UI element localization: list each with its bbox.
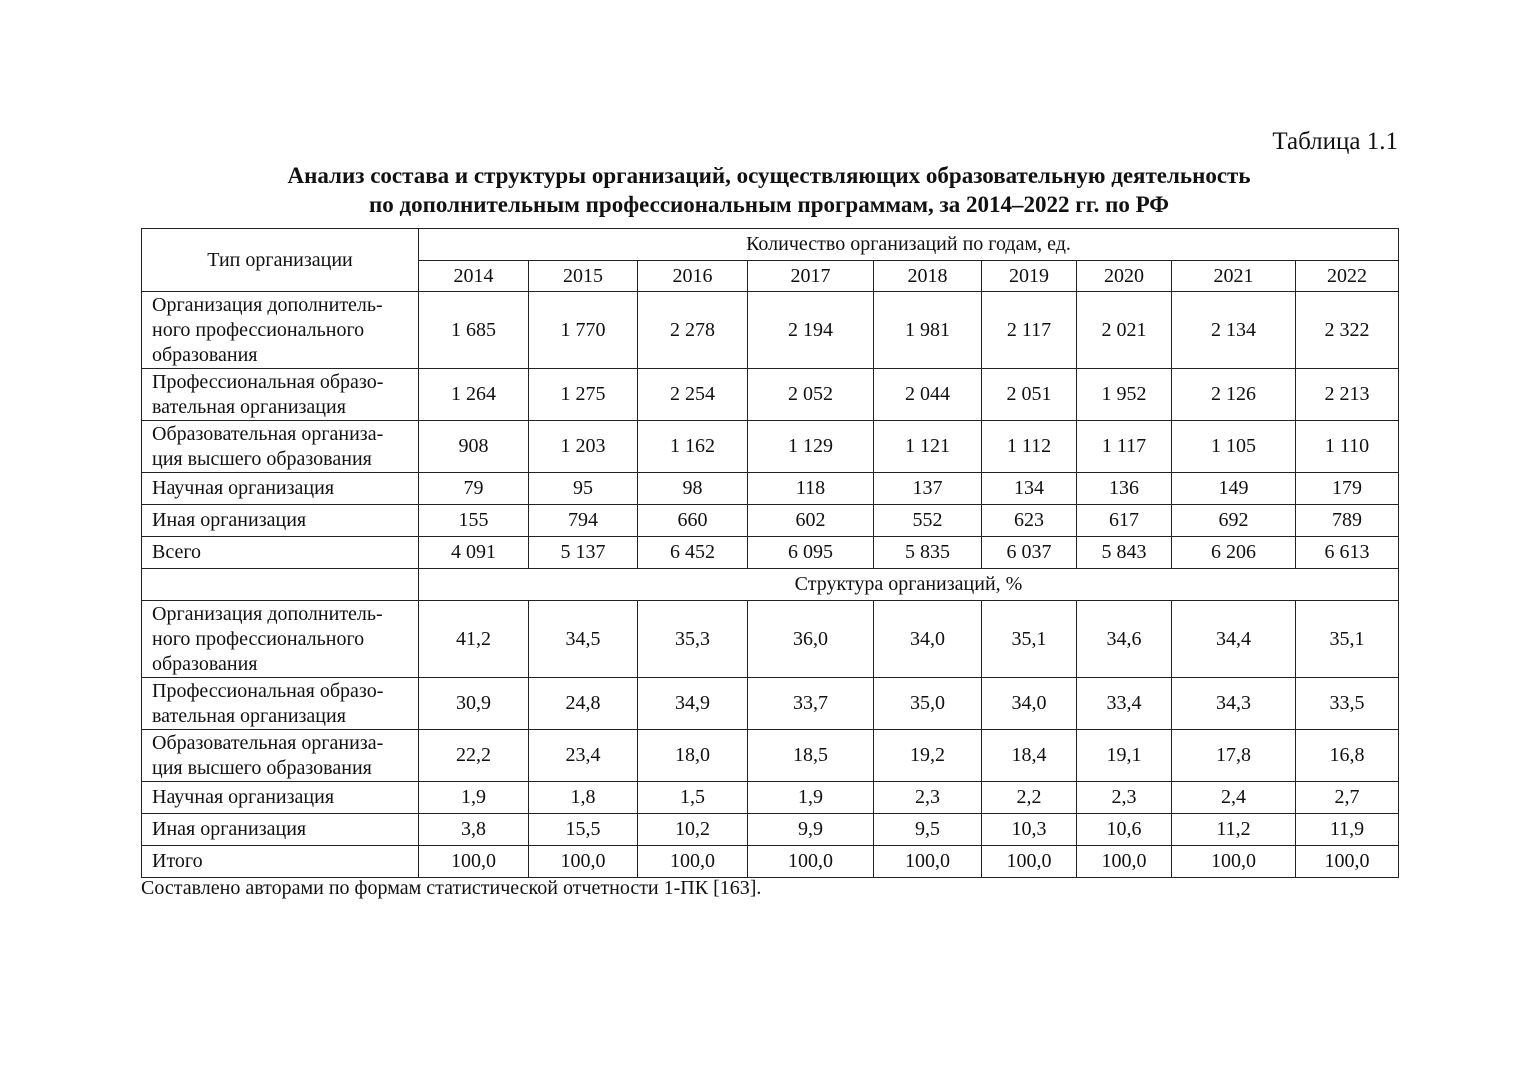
row-label [142, 601, 419, 678]
count-value-cell: 1 162 [638, 421, 748, 473]
row-label [142, 473, 419, 505]
count-value-cell: 2 254 [638, 369, 748, 421]
count-value-cell: 5 835 [874, 537, 982, 569]
count-value-cell: 1 952 [1077, 369, 1172, 421]
percent-value-cell: 15,5 [529, 814, 638, 846]
year-header: 2014 [419, 261, 529, 292]
count-value-cell: 118 [748, 473, 874, 505]
count-value-cell: 2 021 [1077, 292, 1172, 369]
row-label [142, 846, 419, 878]
table-row [142, 782, 1399, 814]
count-value-cell: 137 [874, 473, 982, 505]
count-value-cell: 552 [874, 505, 982, 537]
percent-value-cell: 2,2 [982, 782, 1077, 814]
count-value-cell: 149 [1172, 473, 1296, 505]
row-label-line: вательная организация [152, 704, 346, 727]
year-header: 2022 [1296, 261, 1399, 292]
count-value-cell: 2 194 [748, 292, 874, 369]
row-label-line: ного профессионального [152, 627, 365, 650]
count-value-cell: 2 213 [1296, 369, 1399, 421]
count-value-cell: 2 052 [748, 369, 874, 421]
structure-caption: Структура организаций, % [419, 569, 1399, 601]
percent-value-cell: 17,8 [1172, 730, 1296, 782]
count-value-cell: 4 091 [419, 537, 529, 569]
row-label [142, 505, 419, 537]
percent-value-cell: 24,8 [529, 678, 638, 730]
year-header: 2015 [529, 261, 638, 292]
row-label [142, 369, 419, 421]
table-row [142, 473, 1399, 505]
count-value-cell: 2 117 [982, 292, 1077, 369]
percent-value-cell: 1,5 [638, 782, 748, 814]
table-title [140, 161, 1398, 219]
percent-value-cell: 18,5 [748, 730, 874, 782]
count-value-cell: 1 129 [748, 421, 874, 473]
percent-value-cell: 34,3 [1172, 678, 1296, 730]
table-row [142, 421, 1399, 473]
percent-value-cell: 100,0 [982, 846, 1077, 878]
row-label-line: Профессиональная образо- [152, 679, 384, 702]
row-label [142, 292, 419, 369]
count-value-cell: 136 [1077, 473, 1172, 505]
year-header: 2021 [1172, 261, 1296, 292]
count-value-cell: 98 [638, 473, 748, 505]
row-label [142, 537, 419, 569]
year-header: 2019 [982, 261, 1077, 292]
table-row [142, 814, 1399, 846]
percent-value-cell: 100,0 [1077, 846, 1172, 878]
count-value-cell: 692 [1172, 505, 1296, 537]
type-header: Тип организации [142, 229, 419, 292]
row-label-line: Образовательная организа- [152, 731, 384, 754]
percent-value-cell: 35,0 [874, 678, 982, 730]
row-label-line: Образовательная организа- [152, 422, 384, 445]
percent-value-cell: 100,0 [419, 846, 529, 878]
count-value-cell: 79 [419, 473, 529, 505]
table-row [142, 730, 1399, 782]
percent-value-cell: 18,4 [982, 730, 1077, 782]
header-row-caption [142, 229, 1399, 261]
percent-value-cell: 9,5 [874, 814, 982, 846]
row-label-line: Профессиональная образо- [152, 370, 384, 393]
count-value-cell: 6 613 [1296, 537, 1399, 569]
count-value-cell: 1 112 [982, 421, 1077, 473]
percent-value-cell: 100,0 [874, 846, 982, 878]
percent-value-cell: 100,0 [638, 846, 748, 878]
row-label [142, 421, 419, 473]
table-number: Таблица 1.1 [1272, 128, 1398, 155]
count-value-cell: 908 [419, 421, 529, 473]
percent-value-cell: 33,7 [748, 678, 874, 730]
count-value-cell: 6 095 [748, 537, 874, 569]
count-value-cell: 2 044 [874, 369, 982, 421]
table-row [142, 292, 1399, 369]
percent-value-cell: 35,1 [1296, 601, 1399, 678]
row-label-line: Иная организация [152, 818, 307, 840]
year-header: 2020 [1077, 261, 1172, 292]
count-value-cell: 2 322 [1296, 292, 1399, 369]
percent-value-cell: 2,4 [1172, 782, 1296, 814]
percent-value-cell: 34,5 [529, 601, 638, 678]
row-label-line: Организация дополнитель- [152, 602, 383, 625]
percent-value-cell: 34,0 [874, 601, 982, 678]
row-label-line: образования [152, 343, 258, 366]
count-value-cell: 2 126 [1172, 369, 1296, 421]
count-value-cell: 1 981 [874, 292, 982, 369]
count-value-cell: 660 [638, 505, 748, 537]
count-value-cell: 2 051 [982, 369, 1077, 421]
row-label-line: Иная организация [152, 509, 307, 531]
count-value-cell: 95 [529, 473, 638, 505]
count-value-cell: 155 [419, 505, 529, 537]
count-value-cell: 1 121 [874, 421, 982, 473]
percent-value-cell: 34,0 [982, 678, 1077, 730]
year-header: 2018 [874, 261, 982, 292]
table-body [142, 229, 1399, 878]
percent-value-cell: 10,2 [638, 814, 748, 846]
source-note: Составлено авторами по формам статистической отчетности 1-ПК [163]. [141, 877, 762, 899]
percent-value-cell: 18,0 [638, 730, 748, 782]
empty-label-cell [142, 569, 419, 601]
structure-section-row [142, 569, 1399, 601]
percent-value-cell: 9,9 [748, 814, 874, 846]
row-label-line: ного профессионального [152, 318, 365, 341]
count-value-cell: 5 843 [1077, 537, 1172, 569]
percent-value-cell: 35,3 [638, 601, 748, 678]
row-label-line: Научная организация [152, 477, 335, 499]
percent-value-cell: 19,2 [874, 730, 982, 782]
count-caption: Количество организаций по годам, ед. [419, 229, 1399, 261]
row-label-line: образования [152, 652, 258, 675]
row-label [142, 814, 419, 846]
year-header: 2016 [638, 261, 748, 292]
count-value-cell: 2 278 [638, 292, 748, 369]
table-title-line-2: по дополнительным профессиональным программам, за 2014–2022 гг. по РФ [368, 192, 1170, 217]
count-value-cell: 5 137 [529, 537, 638, 569]
table-row [142, 537, 1399, 569]
row-label-line: Организация дополнитель- [152, 293, 383, 316]
percent-value-cell: 2,7 [1296, 782, 1399, 814]
percent-value-cell: 16,8 [1296, 730, 1399, 782]
percent-value-cell: 100,0 [748, 846, 874, 878]
table-row [142, 505, 1399, 537]
percent-value-cell: 1,9 [748, 782, 874, 814]
percent-value-cell: 100,0 [1172, 846, 1296, 878]
percent-value-cell: 2,3 [1077, 782, 1172, 814]
row-label-line: Всего [152, 541, 202, 563]
row-label-line: Итого [152, 850, 203, 872]
count-value-cell: 1 264 [419, 369, 529, 421]
row-label-line: Научная организация [152, 786, 335, 808]
percent-value-cell: 3,8 [419, 814, 529, 846]
row-label-line: ция высшего образования [152, 447, 372, 470]
count-value-cell: 794 [529, 505, 638, 537]
percent-value-cell: 36,0 [748, 601, 874, 678]
count-value-cell: 2 134 [1172, 292, 1296, 369]
percent-value-cell: 100,0 [1296, 846, 1399, 878]
count-value-cell: 1 770 [529, 292, 638, 369]
count-value-cell: 617 [1077, 505, 1172, 537]
table-row [142, 678, 1399, 730]
table-row [142, 601, 1399, 678]
percent-value-cell: 23,4 [529, 730, 638, 782]
percent-value-cell: 10,6 [1077, 814, 1172, 846]
percent-value-cell: 34,4 [1172, 601, 1296, 678]
count-value-cell: 1 275 [529, 369, 638, 421]
row-label-line: вательная организация [152, 395, 346, 418]
table-title-line-1: Анализ состава и структуры организаций, осуществляющих образовательную деятельность [287, 163, 1251, 188]
count-value-cell: 134 [982, 473, 1077, 505]
percent-value-cell: 1,9 [419, 782, 529, 814]
percent-value-cell: 11,9 [1296, 814, 1399, 846]
count-value-cell: 602 [748, 505, 874, 537]
percent-value-cell: 100,0 [529, 846, 638, 878]
percent-value-cell: 30,9 [419, 678, 529, 730]
percent-value-cell: 33,4 [1077, 678, 1172, 730]
row-label-line: ция высшего образования [152, 756, 372, 779]
row-label [142, 730, 419, 782]
count-value-cell: 1 110 [1296, 421, 1399, 473]
percent-value-cell: 19,1 [1077, 730, 1172, 782]
percent-value-cell: 22,2 [419, 730, 529, 782]
percent-value-cell: 10,3 [982, 814, 1077, 846]
percent-value-cell: 11,2 [1172, 814, 1296, 846]
percent-value-cell: 34,9 [638, 678, 748, 730]
table-row [142, 369, 1399, 421]
count-value-cell: 789 [1296, 505, 1399, 537]
count-value-cell: 6 452 [638, 537, 748, 569]
year-header: 2017 [748, 261, 874, 292]
percent-value-cell: 33,5 [1296, 678, 1399, 730]
row-label [142, 678, 419, 730]
count-value-cell: 623 [982, 505, 1077, 537]
percent-value-cell: 1,8 [529, 782, 638, 814]
percent-value-cell: 34,6 [1077, 601, 1172, 678]
count-value-cell: 6 206 [1172, 537, 1296, 569]
row-label [142, 782, 419, 814]
percent-value-cell: 35,1 [982, 601, 1077, 678]
organizations-table [141, 228, 1399, 878]
count-value-cell: 6 037 [982, 537, 1077, 569]
percent-value-cell: 41,2 [419, 601, 529, 678]
count-value-cell: 1 203 [529, 421, 638, 473]
count-value-cell: 1 685 [419, 292, 529, 369]
count-value-cell: 1 105 [1172, 421, 1296, 473]
table-row [142, 846, 1399, 878]
count-value-cell: 179 [1296, 473, 1399, 505]
count-value-cell: 1 117 [1077, 421, 1172, 473]
percent-value-cell: 2,3 [874, 782, 982, 814]
